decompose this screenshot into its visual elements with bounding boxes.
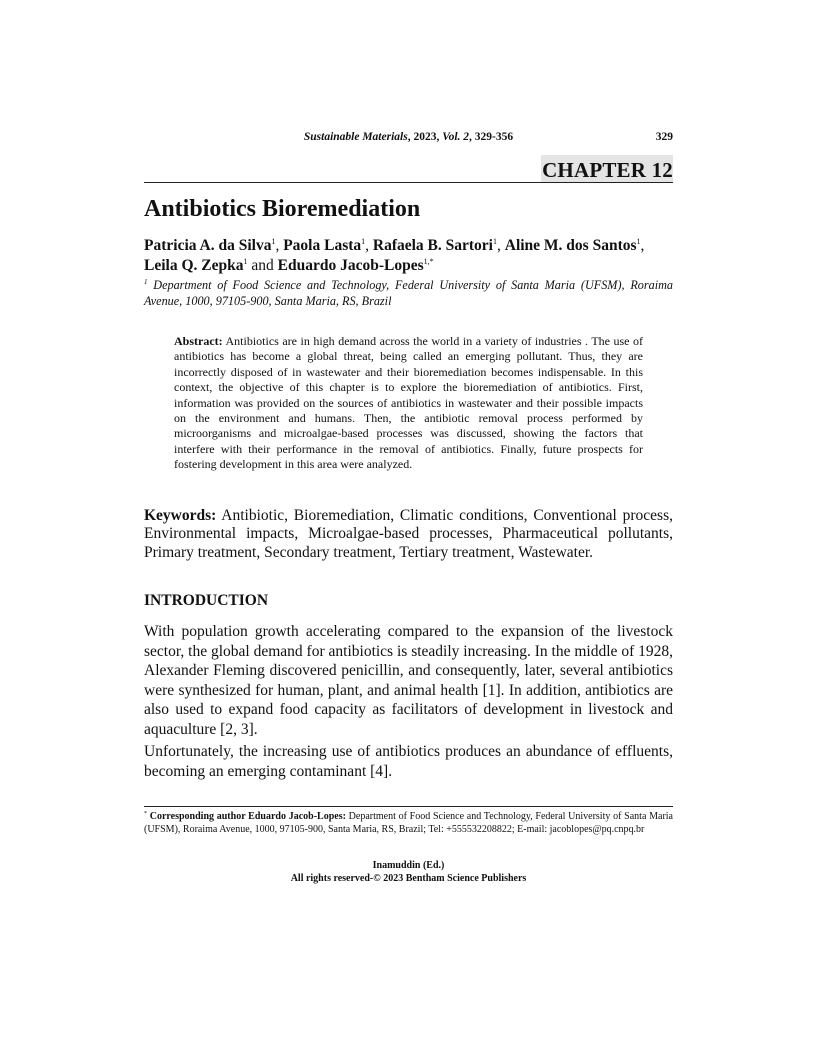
abstract-text: Antibiotics are in high demand across the world in a variety of industries . The use of antibiotics has become a global threat, being called an emerging pollutant. Thus, they are incorrectly disposed of in wastewater and their bioremediation becomes indispensable. In this context, the objective of this chapter is to explore the bioremediation of antibiotics. First, information was provided on the sources of antibiotics in wastewater and their possible impacts on the environment and humans. Then, the antibiotic removal process performed by microorganisms and microalgae-based processes was discussed, showing the factors that interfere with their performance in the removal of antibiotics. Finally, future prospects for fostering development in this area were analyzed. [174,334,643,472]
author-name: Rafaela B. Sartori [372,237,493,254]
body-paragraph: Unfortunately, the increasing use of antibiotics produces an abundance of effluents, becoming an emerging contaminant [4]. [144,743,673,780]
body-paragraph: With population growth accelerating compared to the expansion of the livestock sector, the global demand for antibiotics is steadily increasing. In the middle of 1928, Alexander Fleming discovered penicillin, and consequently, later, several antibiotics were synthesized for human, plant, and animal health [1]. In addition, antibiotics are also used to expand food capacity as facilitators of development in livestock and aquaculture [2, 3]. [144,623,673,738]
journal-citation: Sustainable Materials, 2023, Vol. 2, 329-356 [303,131,514,143]
keywords-label: Keywords: [144,507,217,524]
paper-title: Antibiotics Bioremediation [144,196,421,222]
page-number: 329 [655,131,673,143]
abstract [174,334,643,473]
publisher-imprint [144,859,673,885]
copyright-line: All rights reserved-© 2023 Bentham Science Publishers [290,873,527,884]
author-list: Patricia A. da Silva$^1$, Paola Lasta$^1$, Rafaela B. Sartori$^1$, Aline M. dos Santos$^1$, Leila Q. Zepka$^1$ and Eduardo Jacob-Lopes$^{1,*}$ [144,237,645,274]
abstract-label: Abstract: [174,334,223,348]
chapter-rule [144,182,673,183]
affiliation: $^1$ Department of Food Science and Technology, Federal University of Santa Maria (UFSM), Roraima Avenue, 1000, 97105-900, Santa Maria, RS, Brazil [144,278,673,308]
keywords [144,507,673,562]
author-name: Patricia A. da Silva [144,237,272,254]
journal-volume: Vol. 2 [442,131,470,143]
author-name: Paola Lasta [283,237,362,254]
footnote-rule [144,806,673,807]
author-name: Eduardo Jacob-Lopes [277,257,424,274]
keywords-text: Antibiotic, Bioremediation, Climatic conditions, Conventional process, Environmental impacts, Microalgae-based processes, Pharmaceutical pollutants, Primary treatment, Secondary treatment, Tertiary treatment, Wastewater. [144,507,673,561]
section-heading-introduction: INTRODUCTION [144,592,269,609]
author-name: Leila Q. Zepka [144,257,244,274]
chapter-label: CHAPTER 12 [541,155,673,182]
editor-line: Inamuddin (Ed.) [372,860,445,871]
journal-name: Sustainable Materials [303,131,408,143]
author-name: Aline M. dos Santos [504,237,637,254]
corresponding-author-footnote: * Corresponding author Eduardo Jacob-Lopes: Department of Food Science and Technology, Federal University of Santa Maria (UFSM), Roraima Avenue, 1000, 97105-900, Santa Maria, RS, Brazil; Tel: +555532208822; E-mail: jacoblopes@pq.cnpq.br [144,811,673,836]
